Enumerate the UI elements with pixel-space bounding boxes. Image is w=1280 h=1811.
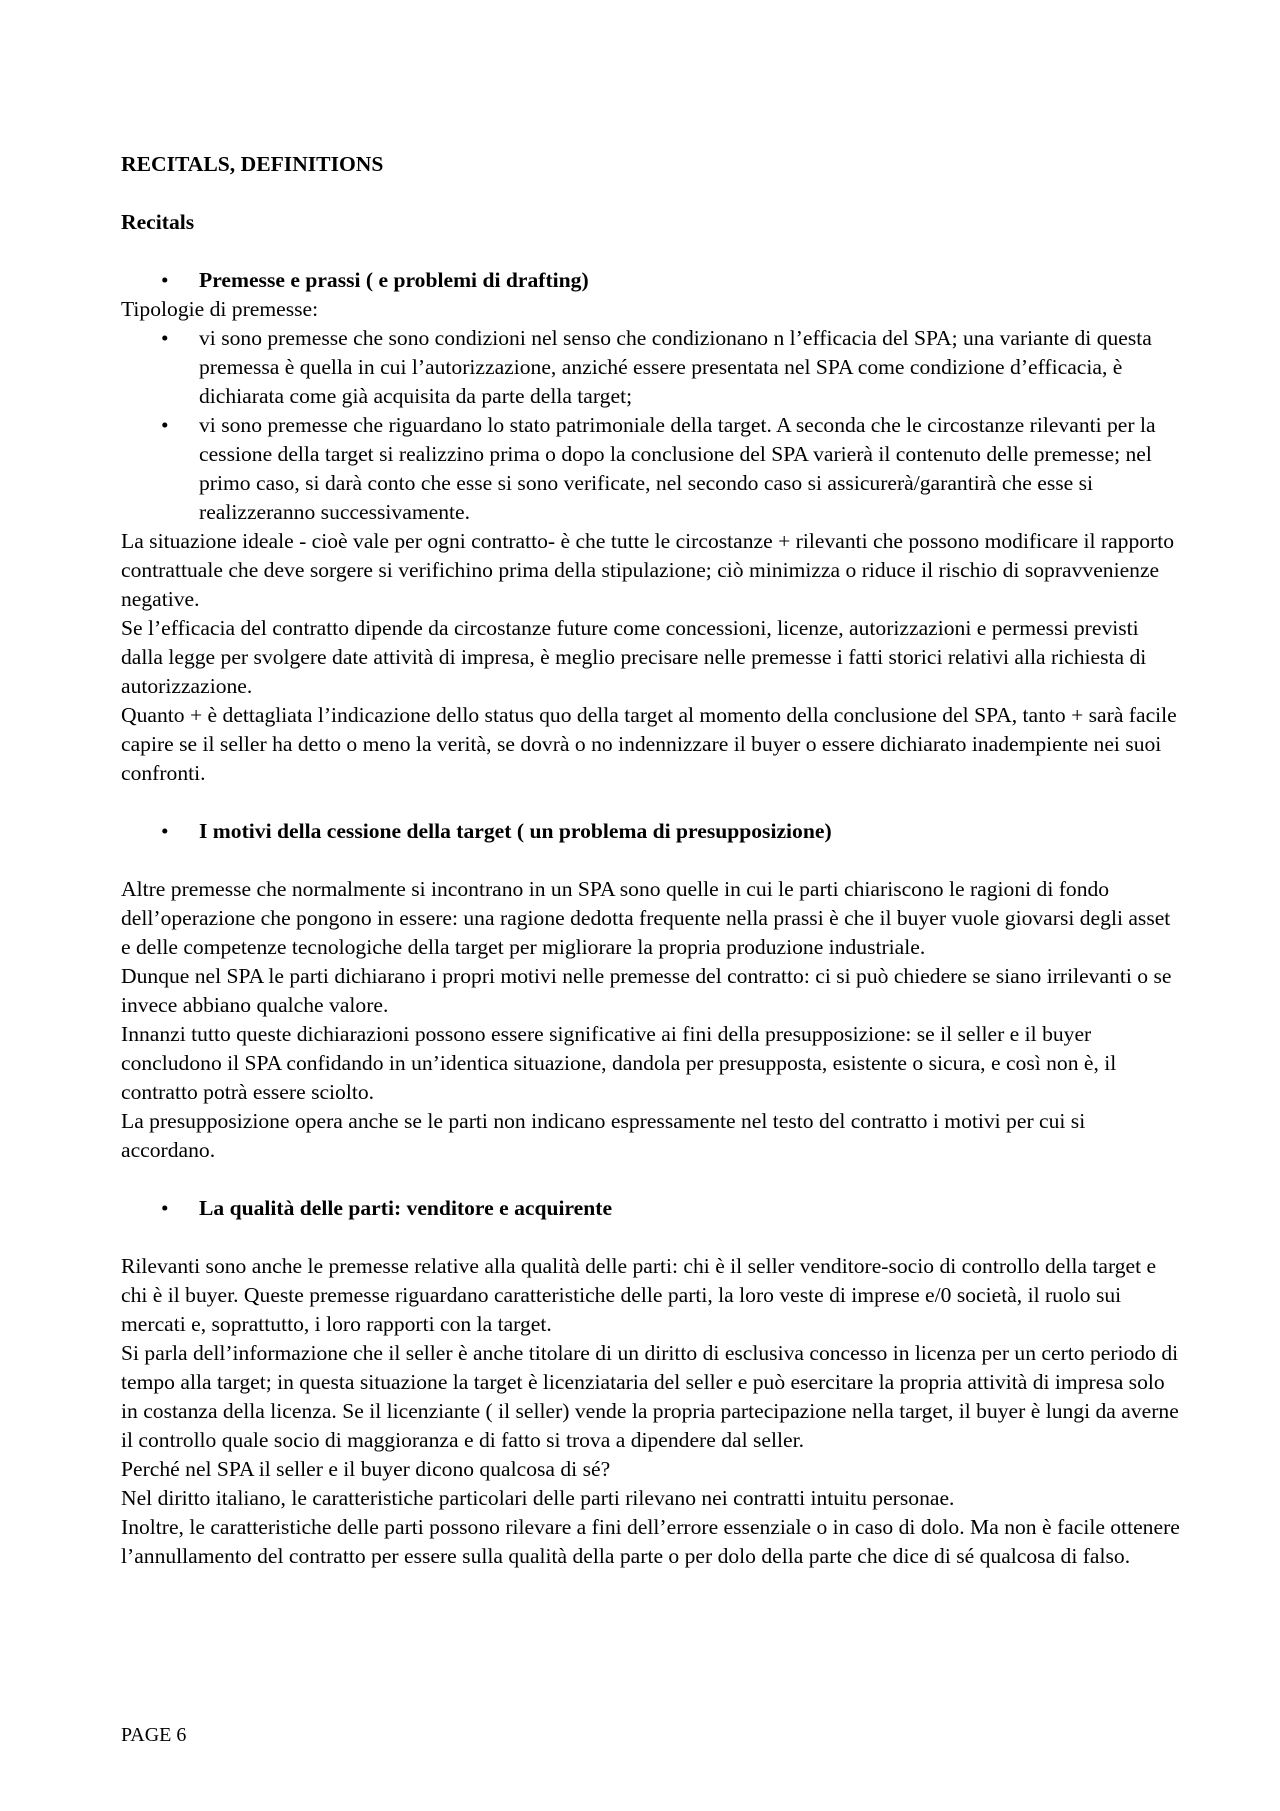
section-heading bbox=[121, 1194, 1181, 1223]
section-heading-text: La qualità delle parti: venditore e acquirente bbox=[199, 1196, 613, 1220]
paragraph: Altre premesse che normalmente si incontrano in un SPA sono quelle in cui le parti chiariscono le ragioni di fondo dell’operazione che pongono in essere: una ragione dedotta frequente nella prassi è che il buyer vuole giovarsi degli asset e delle competenze tecnologiche della target per migliorare la propria produzione industriale. bbox=[121, 877, 1171, 959]
paragraph: Nel diritto italiano, le caratteristiche particolari delle parti rilevano nei contratti intuitu personae. bbox=[121, 1486, 955, 1510]
section-heading-text: I motivi della cessione della target ( un problema di presupposizione) bbox=[199, 819, 832, 843]
section-heading bbox=[121, 266, 1181, 295]
section-heading-text: Premesse e prassi ( e problemi di drafting) bbox=[199, 268, 589, 292]
bullet-icon: • bbox=[161, 819, 169, 843]
list-item-text: vi sono premesse che riguardano lo stato patrimoniale della target. A seconda che le circostanze rilevanti per la cessione della target si realizzino prima o dopo la conclusione del SPA varierà il contenuto delle premesse; nel primo caso, si darà conto che esse si sono verificate, nel secondo caso si assicurerà/garantirà che esse si realizzeranno successivamente. bbox=[199, 413, 1156, 524]
page-number: PAGE 6 bbox=[121, 1724, 187, 1746]
list-item-text: vi sono premesse che sono condizioni nel senso che condizionano n l’efficacia del SPA; una variante di questa premessa è quella in cui l’autorizzazione, anziché essere presentata nel SPA come condizione d’efficacia, è dichiarata come già acquisita da parte della target; bbox=[199, 326, 1152, 408]
spacer bbox=[121, 1165, 1181, 1194]
section-heading bbox=[121, 817, 1181, 846]
paragraph: La situazione ideale - cioè vale per ogni contratto- è che tutte le circostanze + rilevanti che possono modificare il rapporto contrattuale che deve sorgere si verifichino prima della stipulazione; ciò minimizza o riduce il rischio di sopravvenienze negative. bbox=[121, 529, 1175, 611]
paragraph: Inoltre, le caratteristiche delle parti possono rilevare a fini dell’errore essenziale o in caso di dolo. Ma non è facile ottenere l’annullamento del contratto per essere sulla qualità della parte o per dolo della parte che dice di sé qualcosa di falso. bbox=[121, 1515, 1180, 1568]
bullet-icon: • bbox=[161, 1196, 169, 1220]
list-item bbox=[121, 411, 1181, 527]
spacer bbox=[121, 846, 1181, 875]
section-title-recitals: Recitals bbox=[121, 210, 195, 234]
paragraph: Perché nel SPA il seller e il buyer dicono qualcosa di sé? bbox=[121, 1457, 611, 1481]
paragraph: Quanto + è dettagliata l’indicazione dello status quo della target al momento della conclusione del SPA, tanto + sarà facile capire se il seller ha detto o meno la verità, se dovrà o no indennizzare il buyer o essere dichiarato inadempiente nei suoi confronti. bbox=[121, 703, 1177, 785]
spacer bbox=[121, 788, 1181, 817]
document-title: RECITALS, DEFINITIONS bbox=[121, 152, 384, 176]
spacer bbox=[121, 1223, 1181, 1252]
paragraph: Rilevanti sono anche le premesse relative alla qualità delle parti: chi è il seller venditore-socio di controllo della target e chi è il buyer. Queste premesse riguardano caratteristiche delle parti, la loro veste di imprese e/0 società, il ruolo sui mercati e, soprattutto, i loro rapporti con la target. bbox=[121, 1254, 1157, 1336]
paragraph: Se l’efficacia del contratto dipende da circostanze future come concessioni, licenze, autorizzazioni e permessi previsti dalla legge per svolgere date attività di impresa, è meglio precisare nelle premesse i fatti storici relativi alla richiesta di autorizzazione. bbox=[121, 616, 1147, 698]
bullet-icon: • bbox=[161, 326, 169, 350]
paragraph: Tipologie di premesse: bbox=[121, 297, 319, 321]
document-page bbox=[121, 150, 1181, 1571]
paragraph: La presupposizione opera anche se le parti non indicano espressamente nel testo del contratto i motivi per cui si accordano. bbox=[121, 1109, 1086, 1162]
bullet-icon: • bbox=[161, 413, 169, 437]
paragraph: Dunque nel SPA le parti dichiarano i propri motivi nelle premesse del contratto: ci si può chiedere se siano irrilevanti o se invece abbiano qualche valore. bbox=[121, 964, 1172, 1017]
bullet-icon: • bbox=[161, 268, 169, 292]
paragraph: Si parla dell’informazione che il seller è anche titolare di un diritto di esclusiva concesso in licenza per un certo periodo di tempo alla target; in questa situazione la target è licenziataria del seller e può esercitare la propria attività di impresa solo in costanza della licenza. Se il licenziante ( il seller) vende la propria partecipazione nella target, il buyer è lungi da averne il controllo quale socio di maggioranza e di fatto si trova a dipendere dal seller. bbox=[121, 1341, 1179, 1452]
paragraph: Innanzi tutto queste dichiarazioni possono essere significative ai fini della presupposizione: se il seller e il buyer concludono il SPA confidando in un’identica situazione, dandola per presupposta, esistente o sicura, e così non è, il contratto potrà essere sciolto. bbox=[121, 1022, 1117, 1104]
list-item bbox=[121, 324, 1181, 411]
